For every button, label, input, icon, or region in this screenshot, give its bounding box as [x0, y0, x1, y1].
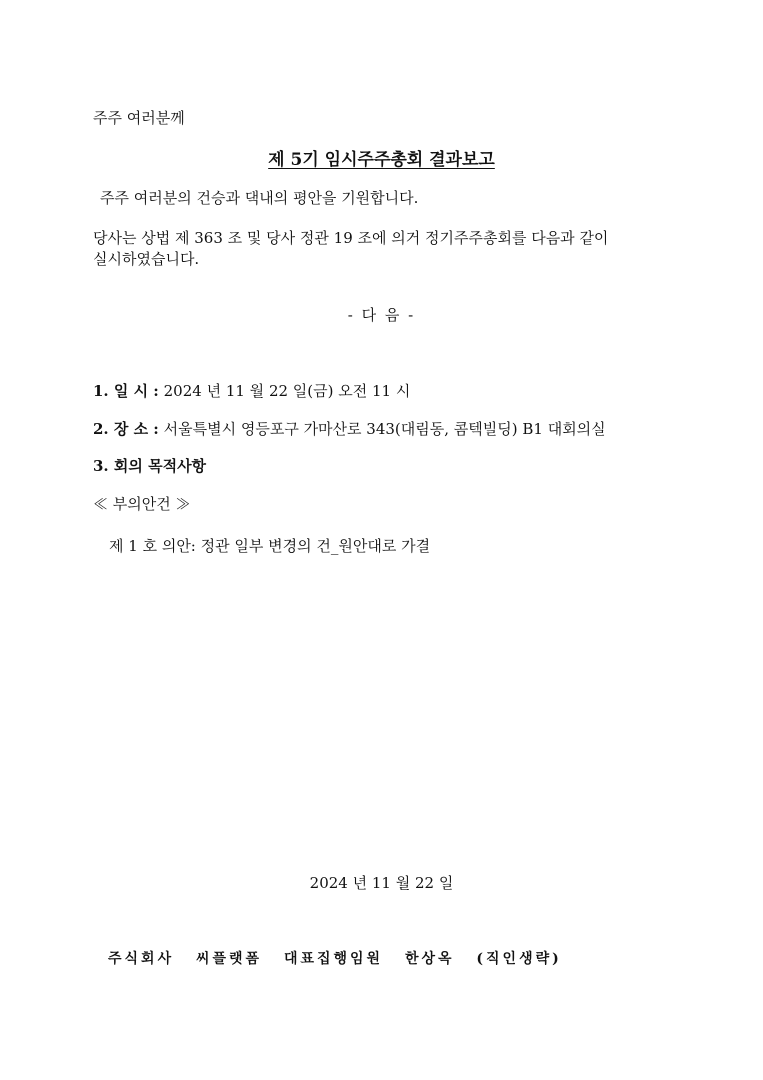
agenda-header: ≪ 부의안건 ≫ — [93, 495, 191, 513]
item-agenda-label: 3. 회의 목적사항 — [93, 457, 207, 475]
item-date-value: 2024 년 11 월 22 일(금) 오전 11 시 — [163, 382, 411, 400]
intro-line-1: 당사는 상법 제 363 조 및 당사 정관 19 조에 의거 정기주주총회를 다음과 같이 — [93, 229, 609, 247]
item-agenda — [93, 456, 206, 476]
document-title-text: 제 5기 임시주주총회 결과보고 — [268, 150, 495, 170]
salutation: 주주 여러분께 — [93, 109, 185, 127]
section-marker: - 다 음 - — [347, 306, 416, 324]
signature-date: 2024 년 11 월 22 일 — [309, 874, 454, 892]
greeting: 주주 여러분의 건승과 댁내의 평안을 기원합니다. — [100, 189, 419, 207]
resolution-item: 제 1 호 의안: 정관 일부 변경의 건_원안대로 가결 — [109, 537, 431, 555]
document-title — [0, 150, 763, 170]
item-place — [93, 419, 606, 439]
intro-line-2: 실시하였습니다. — [93, 250, 200, 268]
item-place-value: 서울특별시 영등포구 가마산로 343(대림동, 콤텍빌딩) B1 대회의실 — [163, 420, 606, 438]
item-date-label: 1. 일 시 : — [93, 382, 159, 400]
item-place-label: 2. 장 소 : — [93, 420, 159, 438]
item-date — [93, 381, 410, 401]
signature-line: 주식회사 씨플랫폼 대표집행임원 한상옥 (직인생략) — [108, 951, 562, 967]
